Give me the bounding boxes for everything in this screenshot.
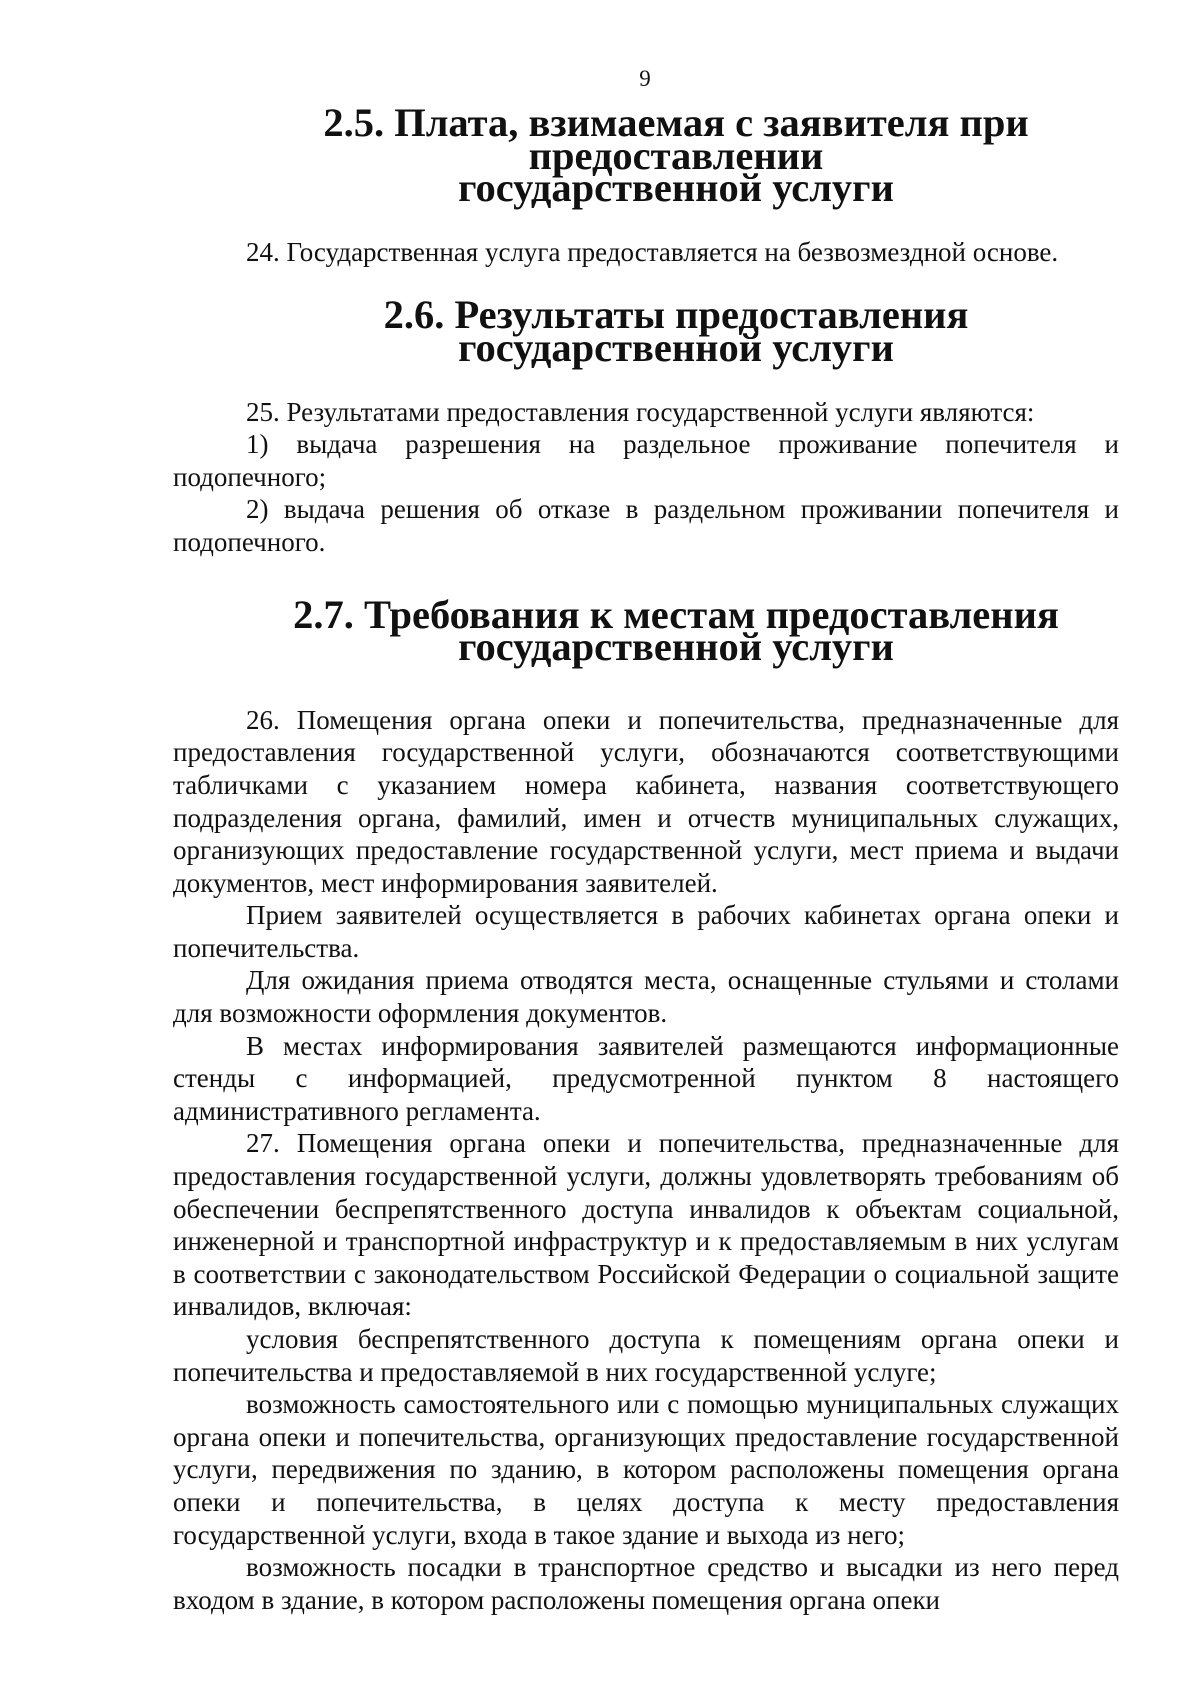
section-heading-2-7 — [173, 591, 1119, 670]
heading-line: государственной услуги — [458, 624, 894, 670]
paragraph-27-access: условия беспрепятственного доступа к помещениям органа опеки и попечительства и предоставляемой в них государственной услуге; — [173, 1324, 1119, 1387]
paragraph-26-stands: В местах информирования заявителей размещаются информационные стенды с информацией, предусмотренной пунктом 8 настоящего административного регламента. — [173, 1030, 1119, 1126]
section-heading-2-6 — [173, 292, 1119, 370]
list-item-1: 1) выдача разрешения на раздельное проживание попечителя и подопечного; — [173, 429, 1119, 492]
paragraph-27: 27. Помещения органа опеки и попечительства, предназначенные для предоставления государственной услуги, должны удовлетворять требованиям об обеспечении беспрепятственного доступа инвалидов к объектам социальной, инженерной и транспортной инфраструктур и к предоставляемым в них услугам в соответствии с законодательством Российской Федерации о социальной защите инвалидов, включая: — [173, 1128, 1119, 1322]
paragraph-27-boarding: возможность посадки в транспортное средство и высадки из него перед входом в здание, в котором расположены помещения органа опеки — [173, 1552, 1119, 1615]
document-body — [173, 100, 1119, 1616]
paragraph-26-reception: Прием заявителей осуществляется в рабочих кабинетах органа опеки и попечительства. — [173, 900, 1119, 963]
paragraph-26-waiting: Для ожидания приема отводятся места, оснащенные стульями и столами для возможности оформления документов. — [173, 965, 1119, 1029]
heading-line: 2.5. Плата, взимаемая с заявителя при предоставлении — [323, 100, 1029, 178]
heading-line: 2.6. Результаты предоставления государственной услуги — [383, 292, 969, 370]
section-heading-2-5 — [173, 100, 1119, 211]
paragraph-27-movement: возможность самостоятельного или с помощью муниципальных служащих органа опеки и попечительства, организующих предоставление государственной услуги, передвижения по зданию, в котором расположены помещения органа опеки и попечительства, в целях доступа к месту предоставления государственной услуги, входа в такое здание и выхода из него; — [173, 1389, 1119, 1550]
page-number: 9 — [639, 66, 651, 91]
heading-line: 2.7. Требования к местам предоставления — [293, 591, 1059, 637]
list-item-2: 2) выдача решения об отказе в раздельном проживании попечителя и подопечного. — [173, 494, 1119, 557]
heading-line: государственной услуги — [458, 165, 894, 211]
paragraph-26: 26. Помещения органа опеки и попечительства, предназначенные для предоставления государственной услуги, обозначаются соответствующими табличками с указанием номера кабинета, названия соответствующего подразделения органа, фамилий, имен и отчеств муниципальных служащих, организующих предоставление государственной услуги, мест приема и выдачи документов, мест информирования заявителей. — [173, 704, 1119, 898]
paragraph-25: 25. Результатами предоставления государственной услуги являются: — [246, 396, 1035, 427]
paragraph-24: 24. Государственная услуга предоставляется на безвозмездной основе. — [246, 236, 1059, 267]
